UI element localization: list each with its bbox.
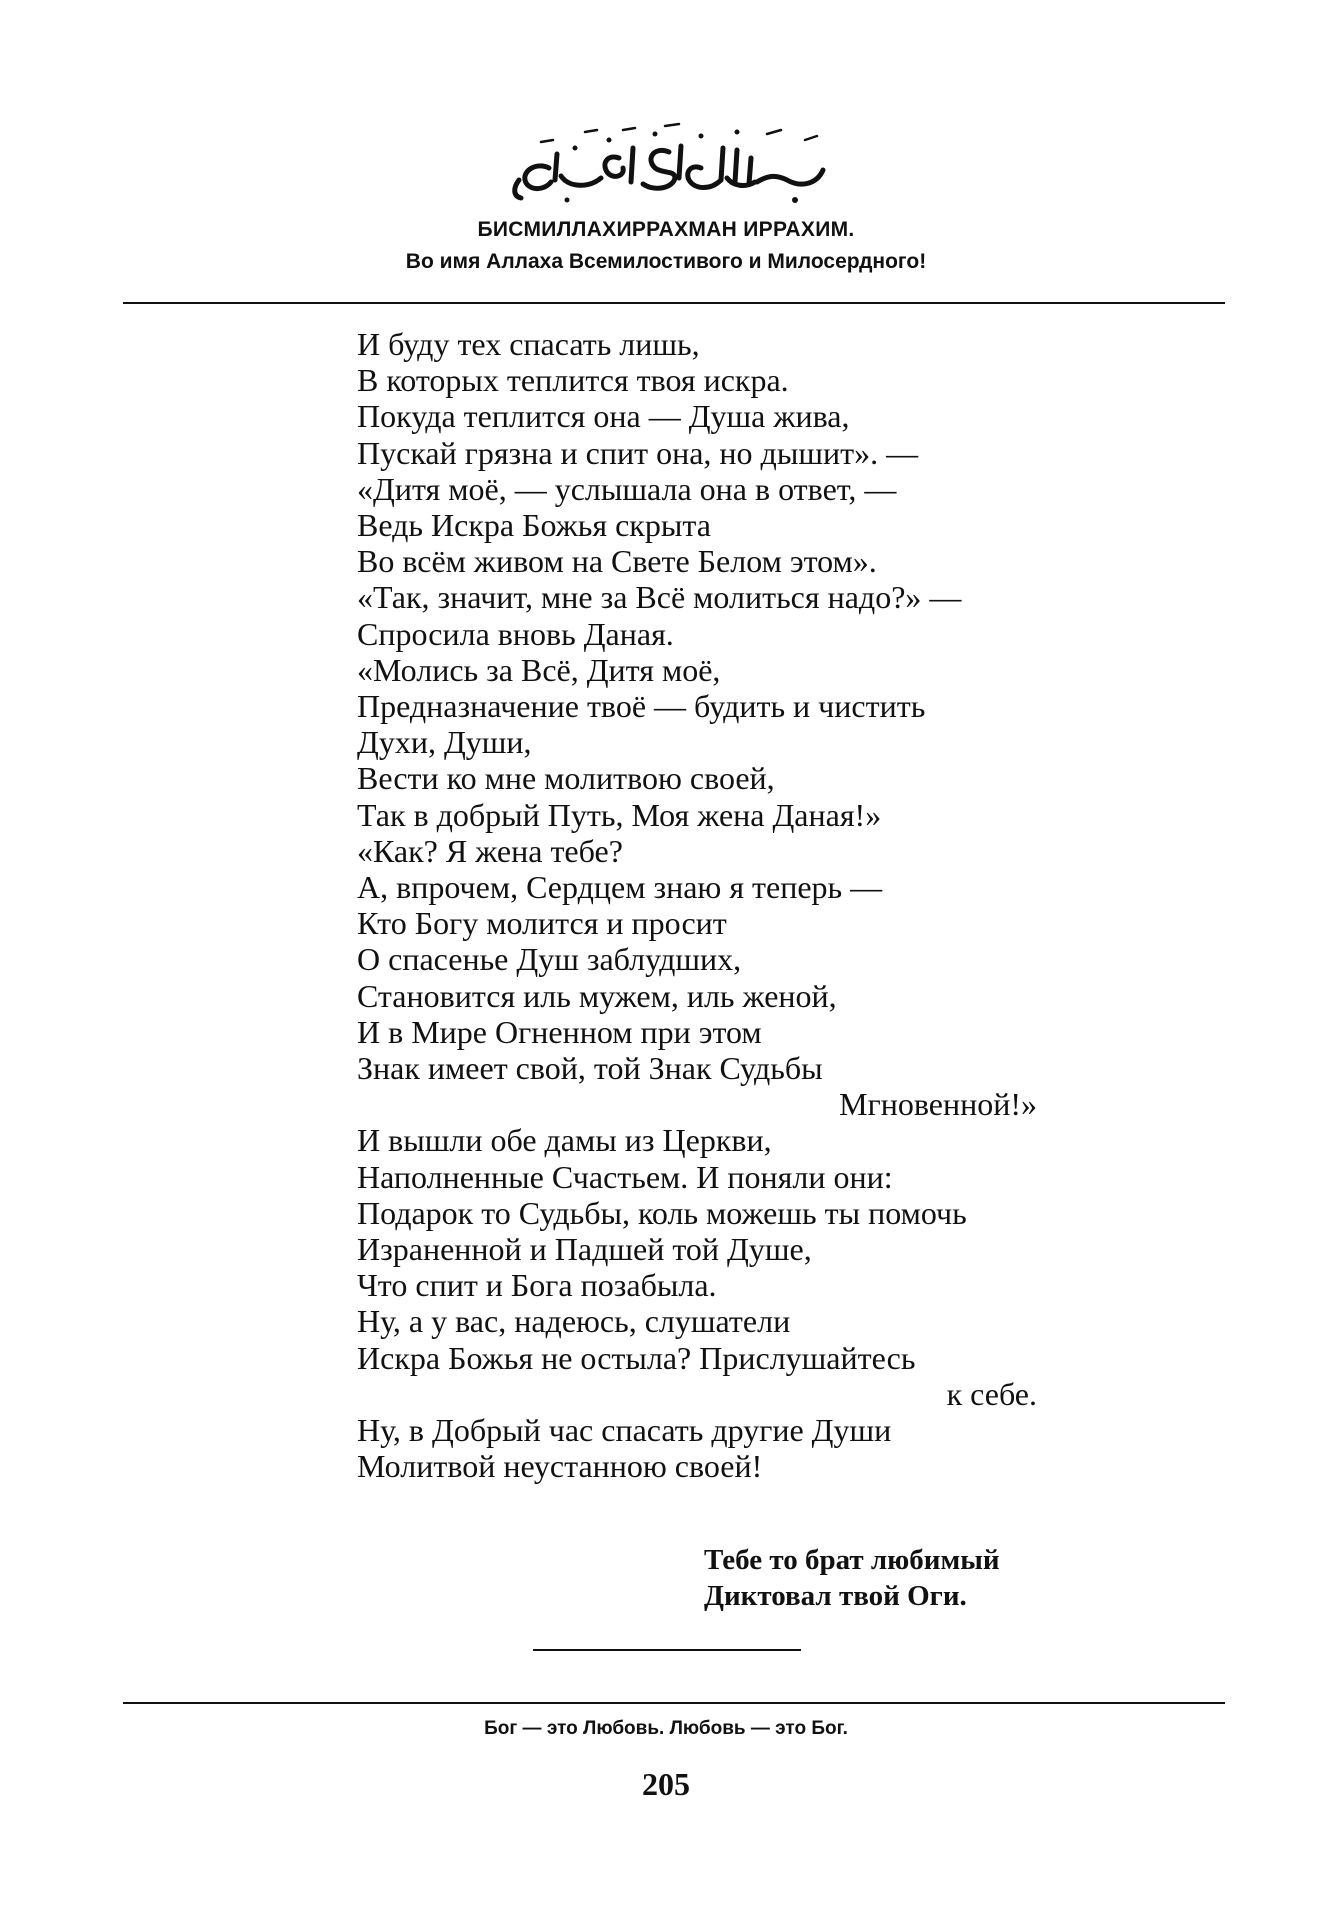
poem-line: Покуда теплится она — Душа жива, xyxy=(357,398,850,435)
poem-line: Вести ко мне молитвою своей, xyxy=(357,760,775,797)
poem-line: Так в добрый Путь, Моя жена Даная!» xyxy=(357,796,882,833)
poem-line: «Так, значит, мне за Всё молиться надо?» — xyxy=(357,579,962,616)
poem-line: Кто Богу молится и просит xyxy=(357,905,727,942)
poem-line: «Молись за Всё, Дитя моё, xyxy=(357,651,721,688)
poem-line: Во всём живом на Свете Белом этом». xyxy=(357,543,877,580)
poem-line: «Дитя моё, — услышала она в ответ, — xyxy=(357,470,897,507)
poem-line: Знак имеет свой, той Знак Судьбы xyxy=(357,1050,823,1087)
poem-line-continuation: к себе. xyxy=(946,1375,1037,1412)
poem-line: Пускай грязна и спит она, но дышит». — xyxy=(357,434,919,471)
header-divider xyxy=(123,302,1225,304)
poem-line: Становится иль мужем, иль женой, xyxy=(357,977,837,1014)
poem-line: О спасенье Душ заблудших, xyxy=(357,941,742,978)
poem-line: А, впрочем, Сердцем знаю я теперь — xyxy=(357,869,883,906)
poem-line: В которых теплится твоя искра. xyxy=(357,362,789,399)
page-number: 205 xyxy=(642,1766,690,1802)
poem-line: Наполненные Счастьем. И поняли они: xyxy=(357,1158,893,1195)
poem-line: Молитвой неустанною своей! xyxy=(357,1448,763,1485)
header-translation: Во имя Аллаха Всемилостивого и Милосердного! xyxy=(405,250,927,273)
poem-line: Ведь Искра Божья скрыта xyxy=(357,507,711,544)
poem-line: Ну, в Добрый час спасать другие Души xyxy=(357,1412,892,1449)
poem-body xyxy=(357,326,1037,1485)
poem-line: Подарок то Судьбы, коль можешь ты помочь xyxy=(357,1194,967,1231)
poem-line: Что спит и Бога позабыла. xyxy=(357,1267,717,1304)
signature xyxy=(704,1542,1000,1614)
poem-line: Духи, Души, xyxy=(357,724,532,761)
signature-line-1: Тебе то брат любимый xyxy=(704,1544,1000,1576)
poem-line: Искра Божья не остыла? Прислушайтесь xyxy=(357,1339,916,1376)
poem-line: Спросила вновь Даная. xyxy=(357,615,674,652)
signature-line-2: Диктовал твой Оги. xyxy=(704,1580,967,1612)
poem-line: «Как? Я жена тебе? xyxy=(357,832,623,869)
poem-line-continuation: Мгновенной!» xyxy=(839,1086,1037,1123)
section-end-rule xyxy=(533,1649,801,1651)
header-transliteration: БИСМИЛЛАХИРРАХМАН ИРРАХИМ. xyxy=(477,218,855,241)
poem-line: Израненной и Падшей той Душе, xyxy=(357,1231,812,1268)
footer-motto: Бог — это Любовь. Любовь — это Бог. xyxy=(484,1718,848,1739)
footer-divider xyxy=(123,1702,1225,1704)
poem-line: Предназначение твоё — будить и чистить xyxy=(357,688,926,725)
bismillah-calligraphy xyxy=(505,118,835,208)
poem-line: Ну, а у вас, надеюсь, слушатели xyxy=(357,1303,791,1340)
poem-line: И буду тех спасать лишь, xyxy=(357,326,700,362)
poem-line: И в Мире Огненном при этом xyxy=(357,1013,762,1050)
poem-line: И вышли обе дамы из Церкви, xyxy=(357,1122,772,1159)
